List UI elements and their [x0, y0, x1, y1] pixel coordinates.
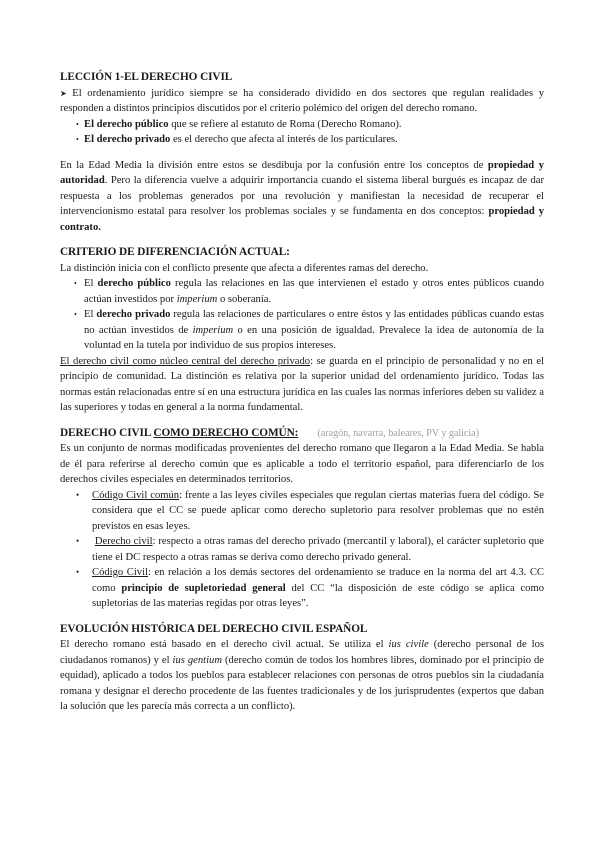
italic-term: ius civile — [388, 639, 429, 650]
underlined-term: El derecho civil como núcleo central del derecho privado — [60, 355, 311, 367]
criterio-heading: CRITERIO DE DIFERENCIACIÓN ACTUAL: — [60, 246, 290, 258]
bullet-text: del CC “la disposición de este código se aplica como supletorias de las materias regidas por otras leyes”. — [92, 582, 545, 609]
bold-term: propiedad y autoridad — [60, 159, 544, 186]
list-item — [60, 276, 544, 307]
paragraph-text: (derecho común de todos los hombres libres, dominado por el principio de equidad), aplicado a todos los pueblos para establecer relaciones con personas de otros pueblos sin la ciudadanía romana y designar el derecho procedente de las fuentes tradicionales y de los jurisprudentes (expertos que daban la solución que les parecía más correcta a un conflicto). — [60, 654, 544, 712]
bullet-text: : en relación a los demás sectores del ordenamiento se traduce en la norma del art 4.3. CC como — [92, 567, 544, 594]
bullet-text: : frente a las leyes civiles especiales que regulan ciertas materias fuera del código. Se considera que el CC se puede aplicar como derecho supletorio para resolver problemas que no estén previstos en esas leyes. — [92, 489, 544, 532]
intro-paragraph — [60, 86, 544, 117]
bullet-text: o soberanía. — [217, 293, 272, 305]
heading-text: DERECHO CIVIL — [60, 426, 154, 439]
bullet-text: que se refiere al estatuto de Roma (Derecho Romano). — [168, 118, 402, 130]
paragraph-text: . Pero la diferencia vuelve a adquirir importancia cuando el sistema liberal burgués es incapaz de dar respuesta a los problemas generados por una revolución y manifiestan la necesidad de recuperar el intervencionismo estatal para resolver los problemas sociales y se fundamenta en dos conceptos: — [60, 175, 544, 217]
list-item — [60, 132, 544, 148]
intro-bullet-list — [60, 117, 544, 148]
heading-underlined: COMO DERECHO COMÚN: — [153, 426, 299, 439]
bullet-bold: El derecho privado — [84, 134, 171, 145]
comun-bullet-list — [60, 488, 544, 612]
bullet-italic: imperium — [176, 293, 218, 305]
underlined-term: Derecho civil — [94, 536, 153, 547]
list-item — [60, 117, 544, 133]
bullet-bold: principio de supletoriedad general — [121, 582, 286, 594]
document-page — [60, 70, 544, 715]
underlined-term: Código Civil — [92, 567, 148, 578]
bullet-italic: imperium — [192, 324, 234, 336]
bullet-bold: El derecho público — [84, 118, 169, 130]
evolucion-heading: EVOLUCIÓN HISTÓRICA DEL DERECHO CIVIL ESPAÑOL — [60, 622, 368, 635]
list-item — [60, 534, 544, 565]
bullet-text: regula las relaciones en las que intervienen el estado y otros entes públicos cuando actúan investidos por — [84, 278, 545, 305]
comun-paragraph: Es un conjunto de normas modificadas provenientes del derecho romano que llegaron a la Edad Media. Se habla de él para referirse al derecho común que es aplicable a todo el territorio español, para diferenciarlo de los derechos civiles especiales en determinados territorios. — [60, 443, 544, 485]
evolucion-paragraph — [60, 637, 544, 715]
paragraph-text: En la Edad Media la división entre estos se desdibuja por la confusión entre los conceptos de — [60, 159, 488, 171]
lesson-title: LECCIÓN 1-EL DERECHO CIVIL — [60, 71, 233, 83]
paragraph-text: (derecho personal de los ciudadanos romanos) y el — [60, 639, 544, 666]
bullet-text: : respecto a otras ramas del derecho privado (mercantil y laboral), el carácter supletorio que tiene el DC respecto a otras ramas se deriva como derecho privado general. — [92, 536, 544, 563]
bold-term: propiedad y contrato. — [60, 206, 544, 233]
regions-note: (aragón, navarra, baleares, PV y galicia) — [317, 427, 479, 439]
comun-heading — [60, 426, 544, 442]
underlined-term: Código Civil común — [92, 489, 180, 501]
edad-media-paragraph — [60, 158, 544, 236]
bullet-text: El — [84, 309, 97, 320]
bullet-text: es el derecho que afecta al interés de los particulares. — [170, 134, 398, 145]
list-item — [60, 565, 544, 612]
bullet-text: El — [84, 278, 98, 289]
criterio-closing-paragraph — [60, 354, 544, 416]
bullet-bold: derecho privado — [96, 309, 171, 320]
list-item — [60, 307, 544, 354]
paragraph-text: : se guarda en el principio de personalidad y no en el principio de comunidad. La distinción es relativa por la superior unidad del ordenamiento jurídico. Todas las normas están relacionadas entre sí en una estructura jurídica en las cuales las normas inferiores deben su validez a las superiores y todas en general a la norma fundamental. — [60, 355, 545, 413]
list-item — [60, 488, 544, 535]
arrow-bullet-icon: ➤ — [60, 88, 67, 98]
bullet-text: o en una posición de igualdad. Prevalece la idea de autonomía de la voluntad en la tutela por individuo de sus propios intereses. — [84, 324, 544, 351]
criterio-bullet-list — [60, 276, 544, 354]
italic-term: ius gentium — [172, 654, 223, 666]
bullet-text: regula las relaciones de particulares o entre éstos y las entidades públicas cuando estas no actúan investidos de — [84, 309, 544, 336]
paragraph-text: El derecho romano está basado en el derecho civil actual. Se utiliza el — [60, 639, 389, 650]
intro-text: El ordenamiento jurídico siempre se ha considerado dividido en dos sectores que regulan realidades y responden a distintos principios discutidos por el criterio polémico del origen del derecho romano. — [60, 87, 544, 114]
bullet-bold: derecho público — [97, 278, 171, 289]
criterio-lead: La distinción inicia con el conflicto presente que afecta a diferentes ramas del derecho. — [60, 262, 429, 274]
